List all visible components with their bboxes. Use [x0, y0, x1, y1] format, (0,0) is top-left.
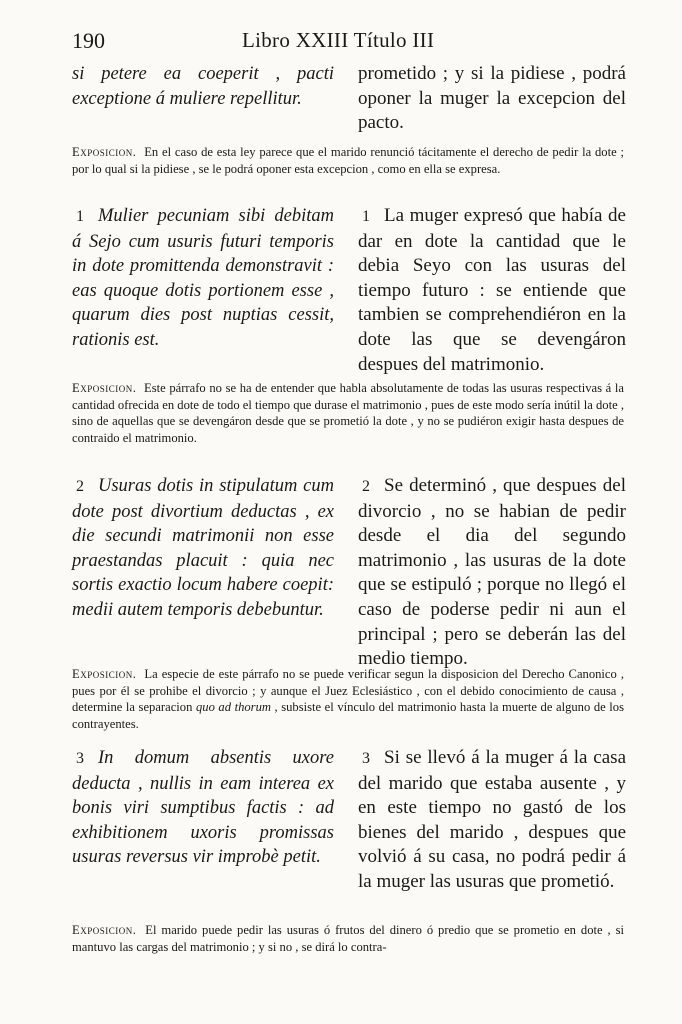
- exposicion-latin-phrase: quo ad thorum: [195, 700, 271, 715]
- spanish-paragraph: [358, 474, 626, 672]
- exposicion-label: Exposicion.: [72, 381, 137, 395]
- latin-paragraph: [72, 204, 334, 353]
- latin-text: si petere ea coeperit , pacti exceptione á muliere repellitur.: [72, 64, 334, 109]
- paragraph-2: [72, 474, 626, 670]
- exposicion-label: Exposicion.: [72, 667, 137, 681]
- exposicion-text-b: , subsiste el vínculo del matrimonio hasta la muerte de alguno de los contrayentes.: [72, 700, 624, 731]
- latin-text: Mulier pecuniam sibi debitam á Sejo cum usuris futuri temporis in dote promittenda demonstravit : eas quoque dotis portionem esse , quarum dies post nuptias cessit, rationis est.: [72, 206, 334, 350]
- exposicion-block: [72, 666, 624, 732]
- latin-paragraph: [72, 474, 334, 623]
- spanish-text: Si se llevó á la muger á la casa del marido que estaba ausente , y en este tiempo no gastó de los bienes del marido , despues que volvió á su casa, no podrá pedir á la muger las usuras que prometió.: [358, 747, 626, 892]
- exposicion-block: [72, 922, 624, 955]
- exposicion-label: Exposicion.: [72, 923, 137, 937]
- exposicion-text: En el caso de esta ley parece que el marido renunció tácitamente el derecho de pedir la dote ; por lo qual si la pidiese , se le podrá oponer esta excepcion , como en ella se expresa.: [72, 145, 624, 176]
- paragraph-number: 2: [76, 478, 84, 495]
- spanish-text: La muger expresó que había de dar en dote la cantidad que le debia Seyo con las usuras del tiempo futuro : se entiende que tambien se comprehendiéron en la dote las que se devengáron despues del matrimonio.: [358, 205, 626, 375]
- exposicion-label: Exposicion.: [72, 145, 137, 159]
- law-continuation: [72, 62, 624, 136]
- latin-text: In domum absentis uxore deducta , nullis in eam interea ex bonis viri sumptibus factis : ad exhibitionem uxoris promissas usuras reversus vir improbè petit.: [72, 748, 334, 868]
- paragraph-1: [72, 204, 626, 375]
- exposicion-text: El marido puede pedir las usuras ó frutos del dinero ó predio que se prometio en dote , si mantuvo las cargas del matrimonio ; y si no , se dirá lo contra-: [72, 923, 624, 954]
- paragraph-number: 2: [362, 478, 370, 495]
- exposicion-block: [72, 380, 624, 446]
- spanish-text: Se determinó , que despues del divorcio , no se habian de pedir desde el dia del segundo matrimonio , las usuras de la dote que se estipuló ; porque no llegó el caso de poderse pedir ni aun el principal ; pero se deberán las del medio tiempo.: [358, 475, 626, 670]
- spanish-text: prometido ; y si la pidiese , podrá oponer la muger la excepcion del pacto.: [358, 63, 626, 134]
- page-number: 190: [72, 28, 105, 53]
- spanish-paragraph: [358, 746, 626, 895]
- paragraph-number: 3: [76, 750, 84, 767]
- paragraph-number: 1: [362, 208, 370, 225]
- exposicion-text: Este párrafo no se ha de entender que habla absolutamente de todas las usuras respectivas á la cantidad ofrecida en dote de todo el tiempo que durase el matrimonio , pues de este modo sería inútil la dote , sino de aquellas que se devengáron desde que se prometió la dote , y no se pudiéron exigir hasta despues de contraido el matrimonio.: [72, 381, 624, 445]
- latin-text: Usuras dotis in stipulatum cum dote post divortium deductas , ex die secundi matrimonii non esse praestandas placuit : quia nec sortis exactio locum habere coepit: medii autem temporis debebuntur.: [72, 476, 334, 620]
- exposicion-text-a: La especie de este párrafo no se puede verificar segun la disposicion del Derecho Canonico , pues por él se prohibe el divorcio ; y aunque el Juez Eclesiástico , con el debido conocimiento de causa , determine la separacion: [72, 667, 624, 715]
- spanish-paragraph: [358, 204, 626, 377]
- latin-paragraph: [72, 746, 334, 870]
- running-head: Libro XXIII Título III: [242, 28, 435, 52]
- page-header: [72, 28, 624, 56]
- paragraph-3: [72, 746, 624, 911]
- exposicion-block: [72, 144, 624, 177]
- paragraph-number: 1: [76, 208, 84, 225]
- paragraph-number: 3: [362, 750, 370, 767]
